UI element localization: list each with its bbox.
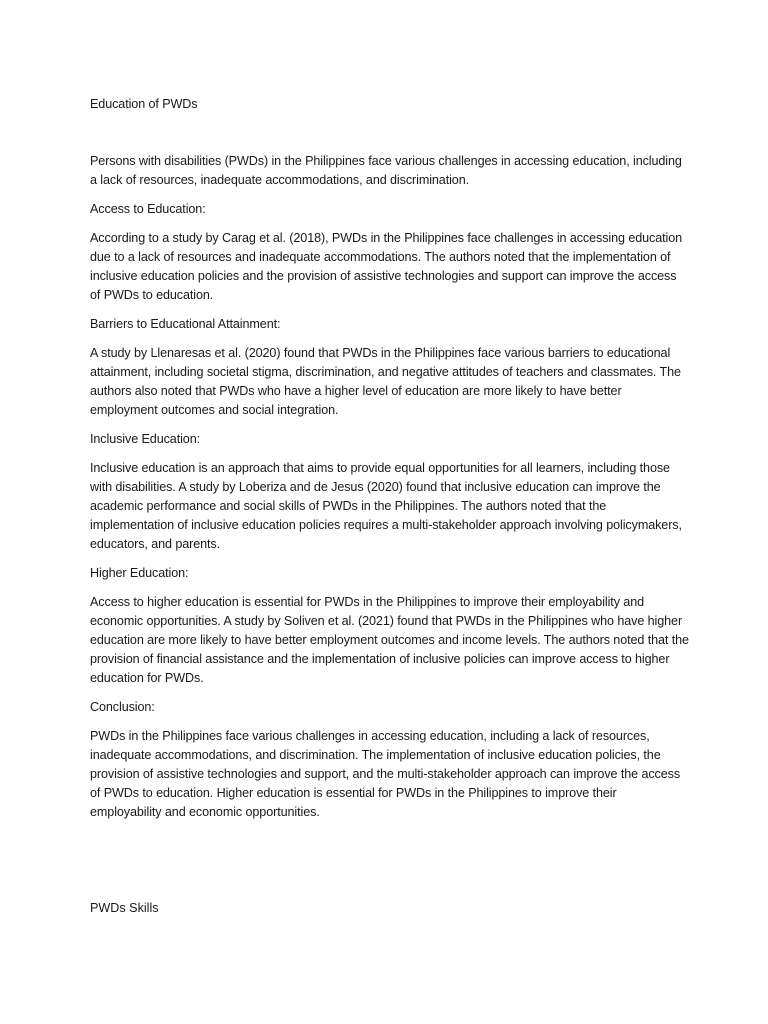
- section-heading-conclusion: Conclusion:: [90, 700, 155, 714]
- section-body-barriers: A study by Llenaresas et al. (2020) found that PWDs in the Philippines face various barriers to educational attainment, including societal stigma, discrimination, and negative attitudes of teachers and classmates. The authors also noted that PWDs who have a higher level of education are more likely to have better employment outcomes and social integration.: [90, 346, 681, 417]
- section-body-inclusive: Inclusive education is an approach that aims to provide equal opportunities for all learners, including those with disabilities. A study by Loberiza and de Jesus (2020) found that inclusive education can improve the academic performance and social skills of PWDs in the Philippines. The authors noted that the implementation of inclusive education policies requires a multi-stakeholder approach involving policymakers, educators, and parents.: [90, 461, 682, 551]
- section-heading-inclusive: Inclusive Education:: [90, 432, 201, 446]
- section-body-conclusion: PWDs in the Philippines face various challenges in accessing education, including a lack of resources, inadequate accommodations, and discrimination. The implementation of inclusive education policies, the provision of assistive technologies and support, and the multi-stakeholder approach can improve the access of PWDs to education. Higher education is essential for PWDs in the Philippines to improve their employability and economic opportunities.: [90, 729, 681, 819]
- document-body: [90, 95, 690, 832]
- section-heading-higher: Higher Education:: [90, 566, 189, 580]
- section-heading-access: Access to Education:: [90, 202, 206, 216]
- section-heading-barriers: Barriers to Educational Attainment:: [90, 317, 281, 331]
- intro-paragraph: Persons with disabilities (PWDs) in the Philippines face various challenges in accessing education, including a lack of resources, inadequate accommodations, and discrimination.: [90, 154, 682, 187]
- next-section-heading: PWDs Skills: [90, 900, 159, 915]
- section-body-higher: Access to higher education is essential for PWDs in the Philippines to improve their employability and economic opportunities. A study by Soliven et al. (2021) found that PWDs in the Philippines who have higher education are more likely to have better employment outcomes and income levels. The authors noted that the provision of financial assistance and the implementation of inclusive policies can improve access to higher education for PWDs.: [90, 595, 689, 685]
- document-title: Education of PWDs: [90, 97, 198, 111]
- section-body-access: According to a study by Carag et al. (2018), PWDs in the Philippines face challenges in accessing education due to a lack of resources and inadequate accommodations. The authors noted that the implementation of inclusive education policies and the provision of assistive technologies and support can improve the access of PWDs to education.: [90, 231, 683, 302]
